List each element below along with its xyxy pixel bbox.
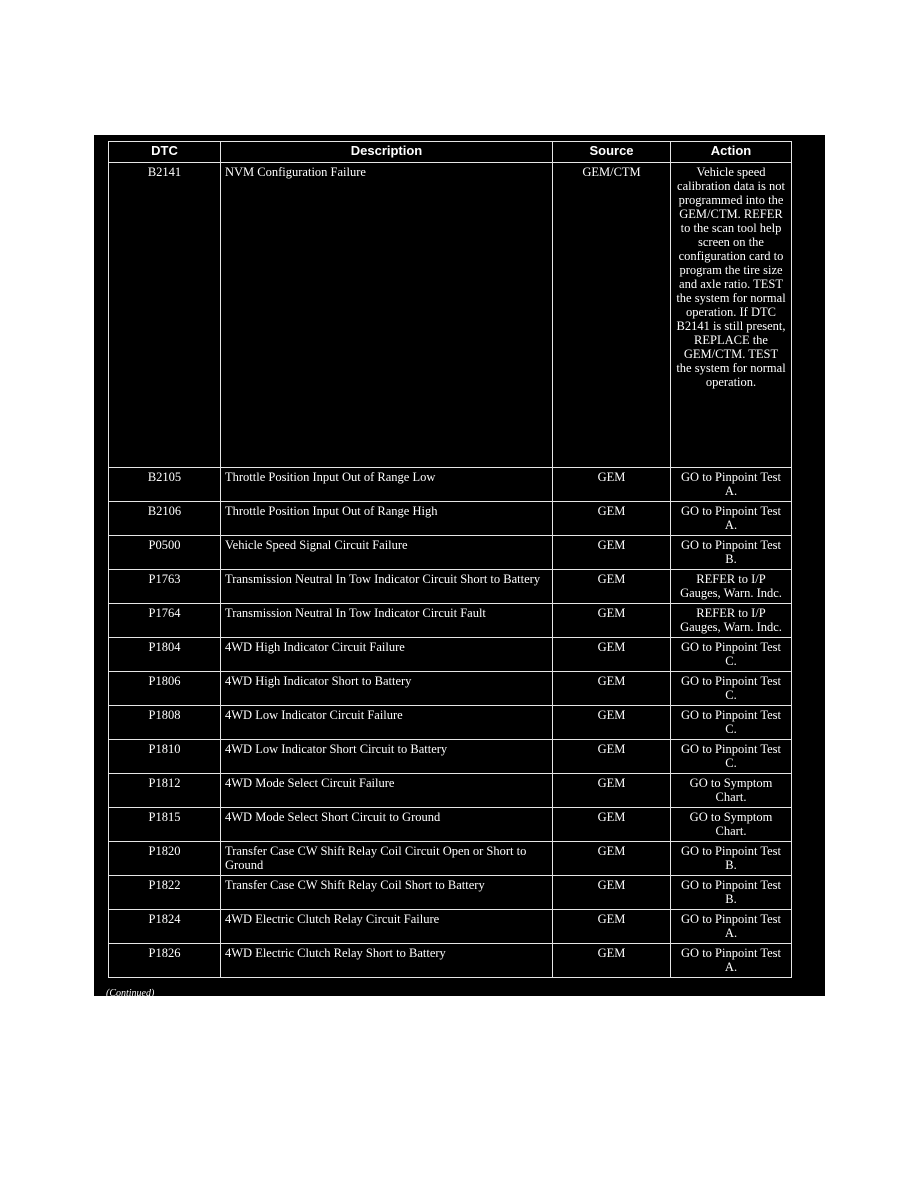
dtc-description: 4WD High Indicator Circuit Failure: [221, 638, 553, 672]
header-source: Source: [553, 142, 671, 163]
dtc-description: 4WD Electric Clutch Relay Circuit Failure: [221, 910, 553, 944]
table-row: [109, 468, 792, 502]
dtc-action: REFER to I/P Gauges, Warn. Indc.: [671, 604, 792, 638]
dtc-source: GEM: [553, 706, 671, 740]
dtc-source: GEM: [553, 672, 671, 706]
table-row: [109, 842, 792, 876]
dtc-source: GEM: [553, 944, 671, 978]
dtc-source: GEM: [553, 638, 671, 672]
dtc-source: GEM: [553, 808, 671, 842]
dtc-description: 4WD Low Indicator Circuit Failure: [221, 706, 553, 740]
dtc-action: GO to Pinpoint Test C.: [671, 638, 792, 672]
dtc-description: Transfer Case CW Shift Relay Coil Short to Battery: [221, 876, 553, 910]
dtc-action: GO to Pinpoint Test C.: [671, 706, 792, 740]
dtc-source: GEM/CTM: [553, 163, 671, 468]
dtc-code: P1812: [109, 774, 221, 808]
dtc-description: Transmission Neutral In Tow Indicator Circuit Short to Battery: [221, 570, 553, 604]
table-row: [109, 944, 792, 978]
dtc-action: GO to Symptom Chart.: [671, 774, 792, 808]
dtc-code: P1826: [109, 944, 221, 978]
dtc-code: P1764: [109, 604, 221, 638]
dtc-source: GEM: [553, 604, 671, 638]
table-row: [109, 808, 792, 842]
dtc-description: NVM Configuration Failure: [221, 163, 553, 468]
dtc-description: Transfer Case CW Shift Relay Coil Circuit Open or Short to Ground: [221, 842, 553, 876]
dtc-code: P1820: [109, 842, 221, 876]
dtc-code: P1763: [109, 570, 221, 604]
dtc-source: GEM: [553, 468, 671, 502]
header-action: Action: [671, 142, 792, 163]
dtc-code: B2141: [109, 163, 221, 468]
table-row: [109, 502, 792, 536]
dtc-table: [108, 141, 792, 978]
dtc-description: 4WD Mode Select Short Circuit to Ground: [221, 808, 553, 842]
dtc-source: GEM: [553, 502, 671, 536]
dtc-code: P1822: [109, 876, 221, 910]
dtc-source: GEM: [553, 910, 671, 944]
table-row: [109, 910, 792, 944]
dtc-code: B2105: [109, 468, 221, 502]
dtc-action: REFER to I/P Gauges, Warn. Indc.: [671, 570, 792, 604]
dtc-source: GEM: [553, 536, 671, 570]
dtc-source: GEM: [553, 876, 671, 910]
dtc-source: GEM: [553, 570, 671, 604]
table-row: [109, 774, 792, 808]
dtc-description: Transmission Neutral In Tow Indicator Circuit Fault: [221, 604, 553, 638]
dtc-code: P1808: [109, 706, 221, 740]
dtc-code: P1824: [109, 910, 221, 944]
dtc-description: 4WD Mode Select Circuit Failure: [221, 774, 553, 808]
table-row: [109, 570, 792, 604]
header-dtc: DTC: [109, 142, 221, 163]
dtc-description: 4WD Electric Clutch Relay Short to Battery: [221, 944, 553, 978]
dtc-description: 4WD High Indicator Short to Battery: [221, 672, 553, 706]
dtc-description: Throttle Position Input Out of Range High: [221, 502, 553, 536]
dtc-code: B2106: [109, 502, 221, 536]
dtc-action: Vehicle speed calibration data is not programmed into the GEM/CTM. REFER to the scan tool help screen on the configuration card to program the tire size and axle ratio. TEST the system for normal operation. If DTC B2141 is still present, REPLACE the GEM/CTM. TEST the system for normal operation.: [671, 163, 792, 468]
dtc-code: P1810: [109, 740, 221, 774]
table-row: [109, 163, 792, 468]
dtc-action: GO to Pinpoint Test B.: [671, 842, 792, 876]
dtc-action: GO to Pinpoint Test B.: [671, 536, 792, 570]
dtc-action: GO to Pinpoint Test A.: [671, 944, 792, 978]
table-row: [109, 536, 792, 570]
table-row: [109, 876, 792, 910]
table-header-row: [109, 142, 792, 163]
dtc-code: P1806: [109, 672, 221, 706]
table-row: [109, 672, 792, 706]
dtc-action: GO to Pinpoint Test A.: [671, 910, 792, 944]
dtc-source: GEM: [553, 774, 671, 808]
dtc-code: P0500: [109, 536, 221, 570]
table-row: [109, 706, 792, 740]
dtc-action: GO to Pinpoint Test A.: [671, 468, 792, 502]
dtc-description: Vehicle Speed Signal Circuit Failure: [221, 536, 553, 570]
dtc-description: Throttle Position Input Out of Range Low: [221, 468, 553, 502]
dtc-action: GO to Symptom Chart.: [671, 808, 792, 842]
dtc-source: GEM: [553, 740, 671, 774]
dtc-action: GO to Pinpoint Test B.: [671, 876, 792, 910]
dtc-action: GO to Pinpoint Test A.: [671, 502, 792, 536]
scanned-table-image: [94, 135, 825, 999]
dtc-description: 4WD Low Indicator Short Circuit to Battery: [221, 740, 553, 774]
dtc-code: P1815: [109, 808, 221, 842]
continued-note: (Continued): [106, 988, 155, 999]
table-row: [109, 604, 792, 638]
dtc-action: GO to Pinpoint Test C.: [671, 672, 792, 706]
dtc-code: P1804: [109, 638, 221, 672]
dtc-source: GEM: [553, 842, 671, 876]
dtc-action: GO to Pinpoint Test C.: [671, 740, 792, 774]
table-row: [109, 740, 792, 774]
header-description: Description: [221, 142, 553, 163]
table-row: [109, 638, 792, 672]
